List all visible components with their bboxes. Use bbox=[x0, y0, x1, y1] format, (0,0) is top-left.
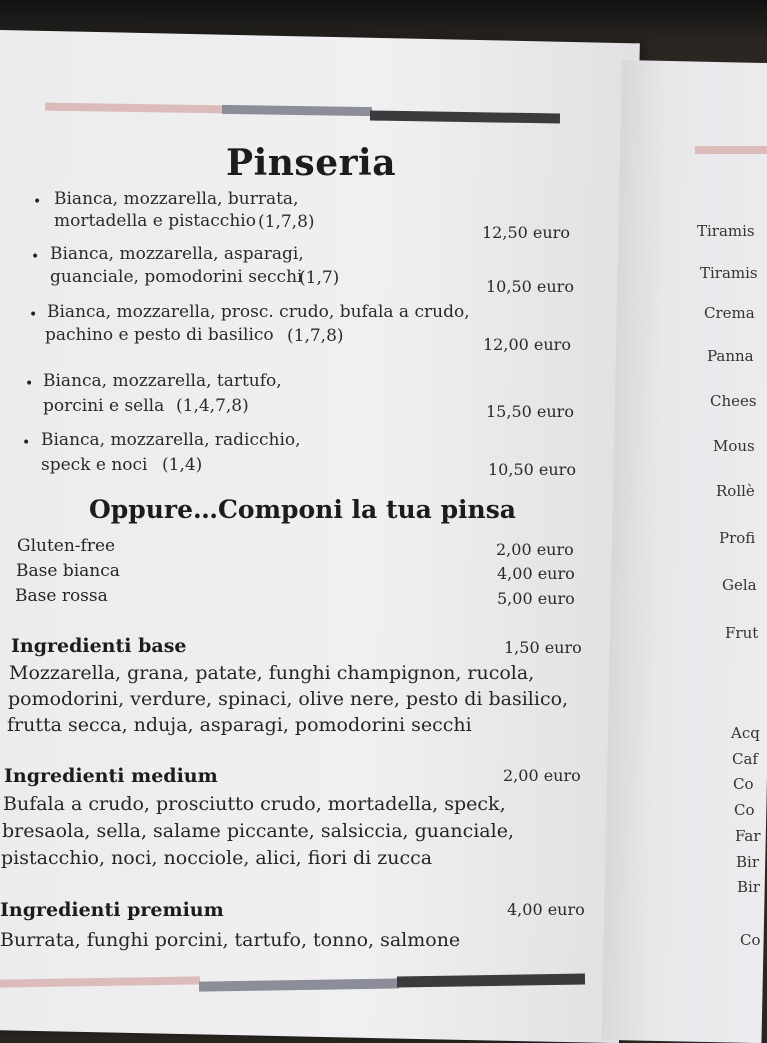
right-page-fragment: Mous bbox=[713, 437, 755, 455]
right-page-fragment: Co bbox=[734, 801, 755, 819]
pizza-line2: guanciale, pomodorini secchi bbox=[50, 267, 303, 287]
ingredients-line: Mozzarella, grana, patate, funghi champignon, rucola, bbox=[9, 662, 535, 684]
right-page-fragment: Chees bbox=[710, 392, 757, 410]
pizza-allergens: (1,4) bbox=[162, 455, 203, 475]
right-page-fragment: Frut bbox=[725, 624, 759, 642]
top-divider-dark bbox=[370, 111, 560, 124]
right-page-fragment: Co bbox=[740, 931, 761, 949]
pizza-line1: Bianca, mozzarella, burrata, bbox=[54, 189, 299, 209]
ingredients-line: Burrata, funghi porcini, tartufo, tonno, salmone bbox=[0, 929, 461, 951]
right-page-fragment: Bir bbox=[737, 878, 760, 896]
ingredients-line: Bufala a crudo, prosciutto crudo, mortadella, speck, bbox=[3, 793, 506, 815]
pizza-price: 12,50 euro bbox=[482, 223, 570, 242]
pizza-line1: Bianca, mozzarella, asparagi, bbox=[50, 244, 304, 264]
right-page-fragment: Profi bbox=[719, 529, 756, 547]
ingredients-heading: Ingredienti medium bbox=[4, 765, 218, 787]
pizza-line1: Bianca, mozzarella, radicchio, bbox=[41, 430, 301, 450]
bullet-icon: • bbox=[22, 435, 31, 451]
base-label: Gluten-free bbox=[17, 536, 116, 556]
bullet-icon: • bbox=[31, 249, 40, 265]
pizza-line1: Bianca, mozzarella, prosc. crudo, bufala a crudo, bbox=[47, 302, 470, 322]
ingredients-heading: Ingredienti premium bbox=[0, 899, 224, 921]
ingredients-line: bresaola, sella, salame piccante, salsiccia, guanciale, bbox=[2, 820, 514, 842]
bullet-icon: • bbox=[25, 376, 34, 392]
top-divider-pink bbox=[45, 103, 223, 114]
bottom-divider-grey bbox=[199, 978, 399, 991]
bullet-icon: • bbox=[33, 194, 42, 210]
pizza-line2: pachino e pesto di basilico bbox=[45, 325, 274, 345]
ingredients-line: frutta secca, nduja, asparagi, pomodorini secchi bbox=[7, 714, 472, 736]
pizza-price: 12,00 euro bbox=[483, 335, 571, 354]
page-title: Pinseria bbox=[226, 142, 397, 184]
ingredients-price: 1,50 euro bbox=[504, 638, 582, 657]
pizza-price: 10,50 euro bbox=[488, 460, 576, 479]
right-page-fragment: Far bbox=[735, 827, 761, 845]
ingredients-price: 2,00 euro bbox=[503, 766, 581, 785]
pizza-allergens: (1,7,8) bbox=[287, 326, 344, 346]
right-page-fragment: Acq bbox=[731, 724, 760, 742]
right-page-fragment: Tiramis bbox=[700, 264, 758, 282]
right-page-fragment: Tiramis bbox=[697, 222, 755, 240]
right-page-fragment: Rollè bbox=[716, 482, 755, 500]
ingredients-price: 4,00 euro bbox=[507, 900, 585, 919]
right-page-fragment: Co bbox=[733, 775, 754, 793]
base-label: Base rossa bbox=[15, 586, 108, 606]
right-page-fragment: Bir bbox=[736, 853, 759, 871]
right-page-fragment: Caf bbox=[732, 750, 758, 768]
ingredients-line: pistacchio, noci, nocciole, alici, fiori di zucca bbox=[1, 847, 433, 869]
pizza-allergens: (1,4,7,8) bbox=[176, 396, 249, 416]
compose-heading: Oppure…Componi la tua pinsa bbox=[89, 495, 517, 524]
base-label: Base bianca bbox=[16, 561, 120, 581]
bottom-divider-pink bbox=[0, 976, 200, 987]
pizza-line2: porcini e sella bbox=[43, 396, 165, 416]
right-page-fragment: Gela bbox=[722, 576, 757, 594]
bullet-icon: • bbox=[29, 307, 38, 323]
pizza-line2: mortadella e pistacchio bbox=[54, 211, 256, 231]
pizza-line1: Bianca, mozzarella, tartufo, bbox=[43, 371, 282, 391]
right-page-divider bbox=[695, 146, 767, 154]
pizza-price: 10,50 euro bbox=[486, 277, 574, 296]
ingredients-heading: Ingredienti base bbox=[11, 635, 187, 657]
pizza-allergens: (1,7) bbox=[299, 268, 340, 288]
pizza-line2: speck e noci bbox=[41, 455, 148, 475]
bottom-divider-dark bbox=[397, 974, 585, 988]
ingredients-line: pomodorini, verdure, spinaci, olive nere, pesto di basilico, bbox=[8, 688, 569, 710]
pizza-price: 15,50 euro bbox=[486, 402, 574, 421]
base-price: 5,00 euro bbox=[497, 589, 575, 608]
top-divider-grey bbox=[222, 105, 372, 116]
base-price: 4,00 euro bbox=[497, 564, 575, 583]
base-price: 2,00 euro bbox=[496, 540, 574, 559]
right-page-fragment: Panna bbox=[707, 347, 754, 365]
right-page-fragment: Crema bbox=[704, 304, 755, 322]
pizza-allergens: (1,7,8) bbox=[258, 212, 315, 232]
